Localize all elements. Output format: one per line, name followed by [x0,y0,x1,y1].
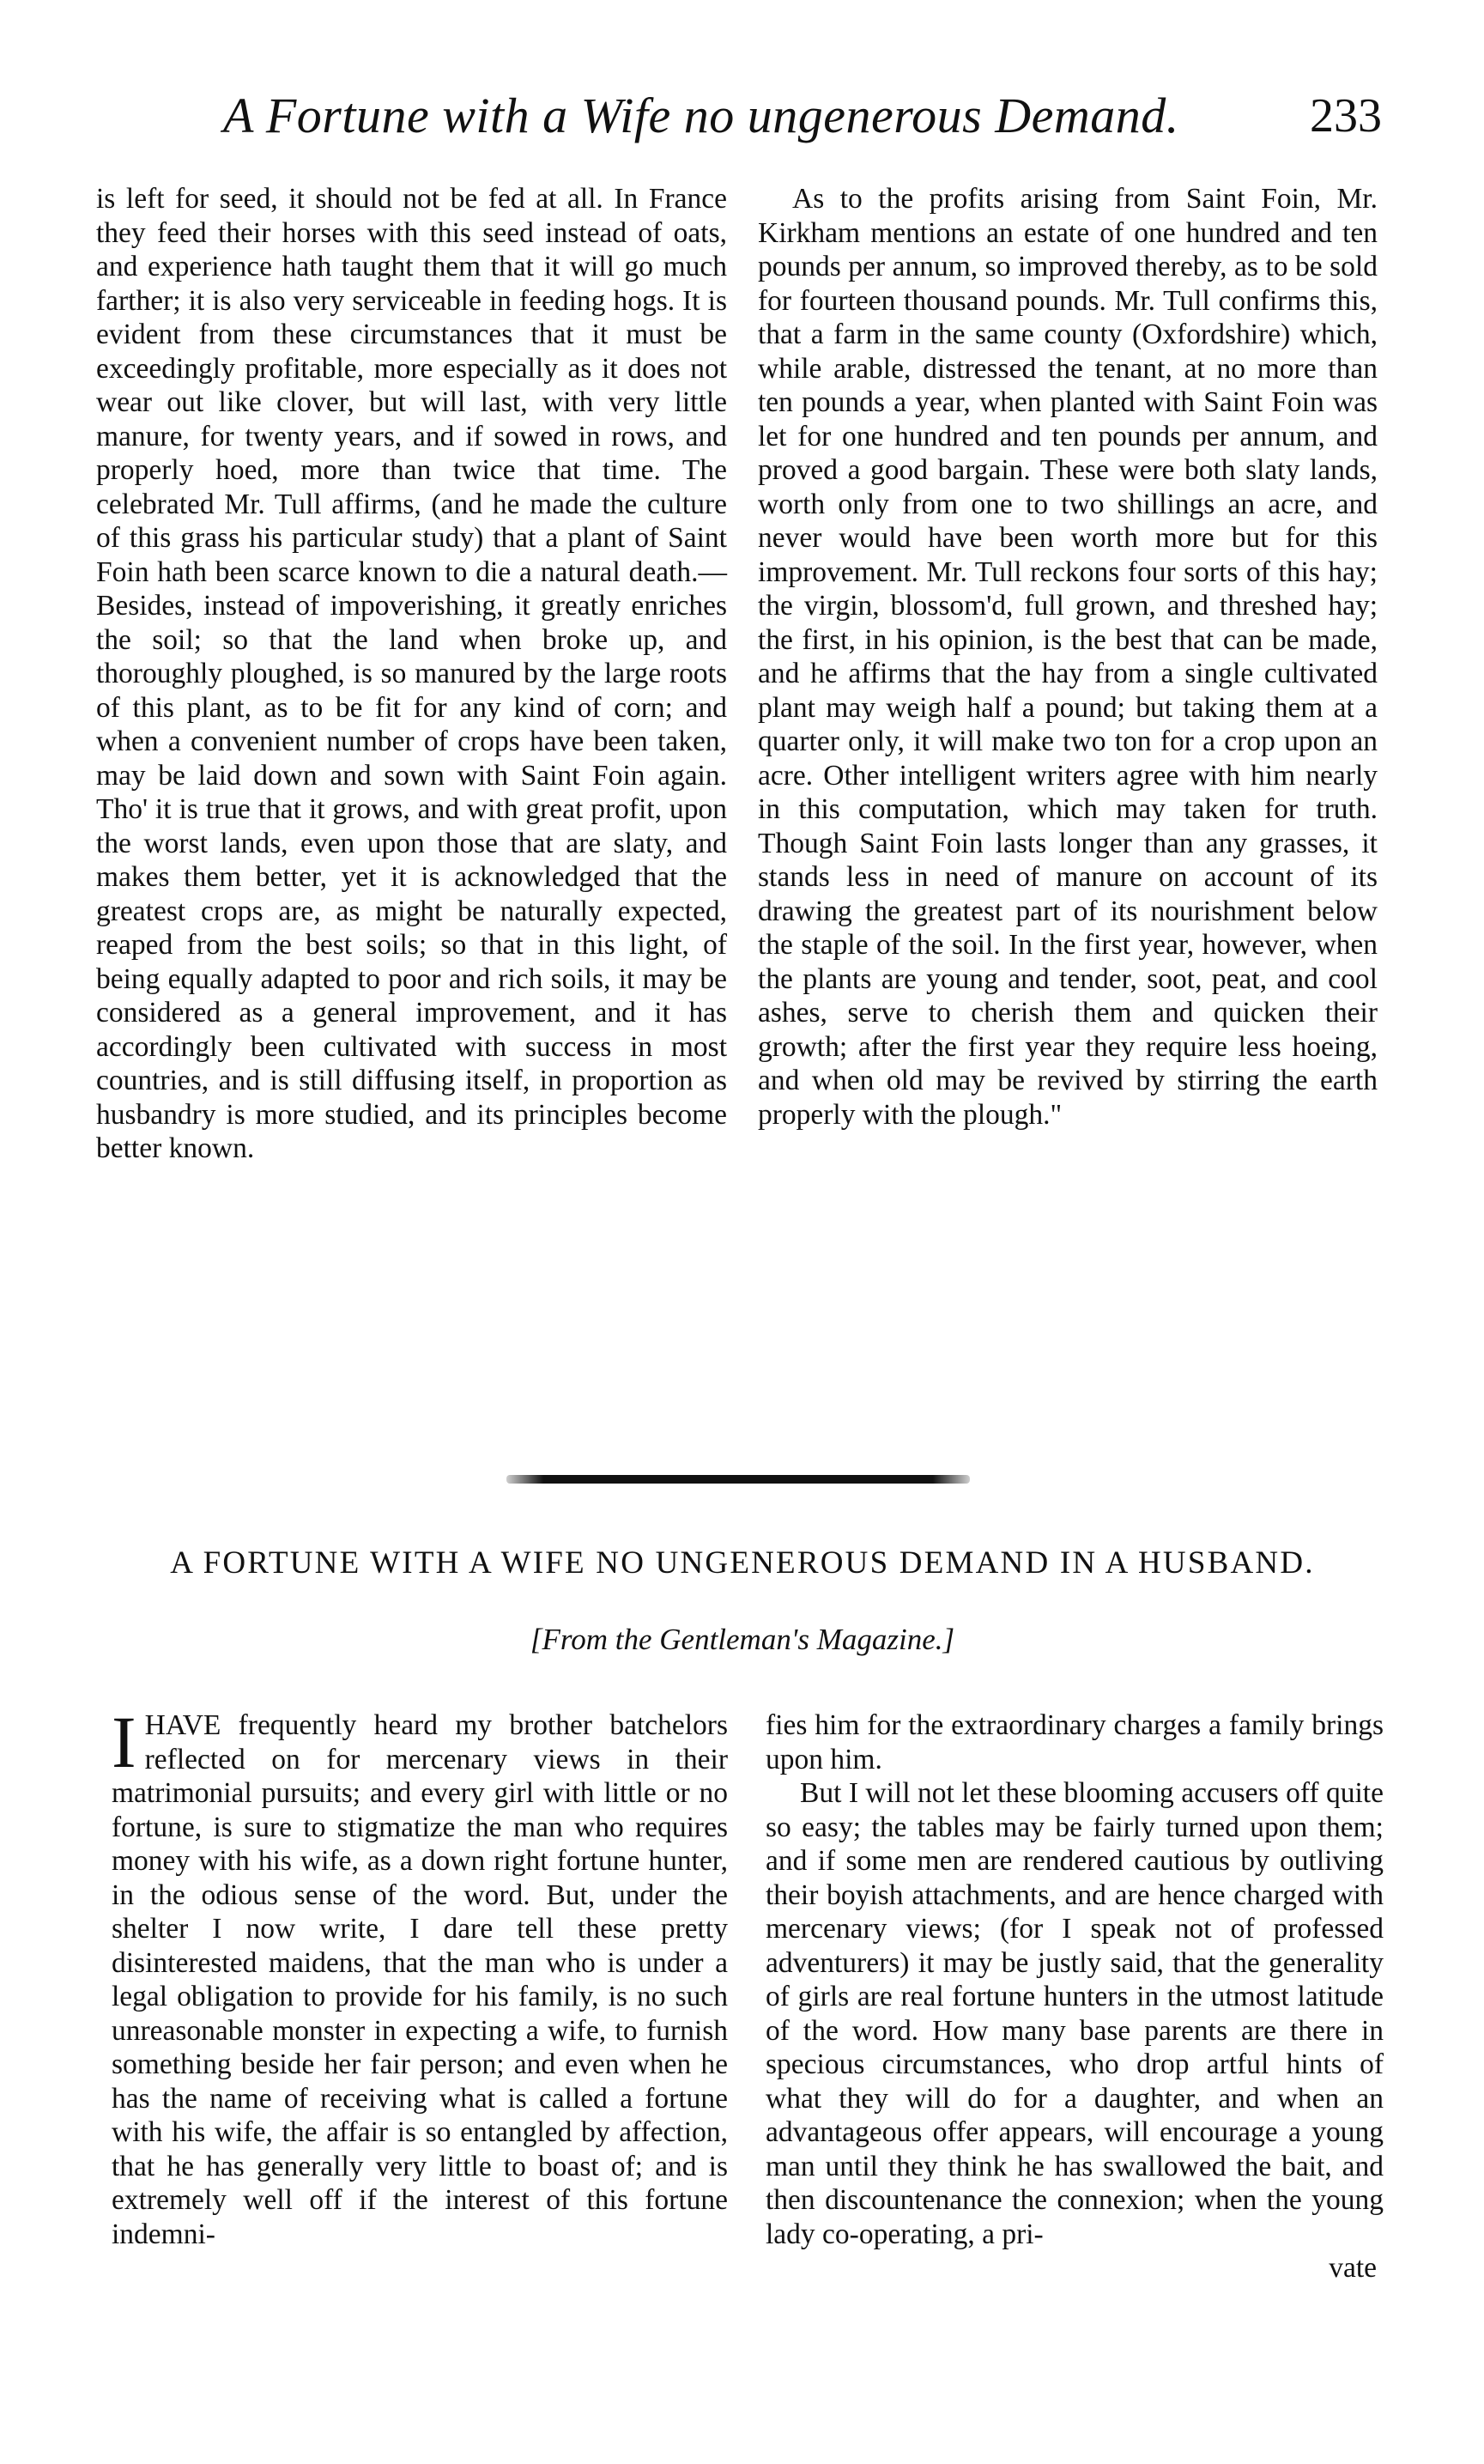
drop-cap: I [112,1701,136,1783]
paragraph [112,1701,728,2251]
running-title: A Fortune with a Wife no ungenerous Demand. [223,88,1179,143]
catchword: vate [1329,2252,1377,2284]
paragraph: As to the profits arising from Saint Foin, Mr. Kirkham mentions an estate of one hundred and ten pounds per annum, so improved thereby, as to be sold for fourteen thousand pounds. Mr. Tull confirms this, that a farm in the same county (Oxfordshire) which, while arable, distressed the tenant, at no more than ten pounds a year, when planted with Saint Foin was let for one hundred and ten pounds per annum, and proved a good bargain. These were both slaty lands, worth only from one to two shillings an acre, and never would have been worth more but for this improvement. Mr. Tull reckons four sorts of this hay; the virgin, blossom'd, full grown, and threshed hay; the first, in his opinion, is the best that can be made, and he affirms that the hay from a single cultivated plant may weigh half a pound; but taking them at a quarter only, it will make two ton for a crop upon an acre. Other intelligent writers agree with him nearly in this computation, which may taken for truth. Though Saint Foin lasts longer than any grasses, it stands less in need of manure on account of its drawing the greatest part of its nourishment below the staple of the soil. In the first year, however, when the plants are young and tender, soot, peat, and cool ashes, serve to cherish them and quicken their growth; after the first year they require less hoeing, and when old may be revived by stirring the earth properly with the plough." [758,183,1378,1131]
column-top-right [758,182,1378,1132]
page-number: 233 [1310,89,1382,143]
ornamental-rule [506,1475,970,1484]
paragraph: is left for seed, it should not be fed at all. In France they feed their horses with this seed instead of oats, and experience hath taught them that it will go much farther; it is also very serviceable in feeding hogs. It is evident from these circumstances that it must be exceedingly profitable, more especially as it does not wear out like clover, but will last, with very little manure, for twenty years, and if sowed in rows, and properly hoed, more than twice that time. The celebrated Mr. Tull affirms, (and he made the culture of this grass his particular study) that a plant of Saint Foin hath been scarce known to die a natural death.—Besides, instead of impoverishing, it greatly enriches the soil; so that the land when broke up, and thoroughly ploughed, is so manured by the large roots of this plant, as to be fit for any kind of corn; and when a convenient number of crops have been taken, may be laid down and sown with Saint Foin again. Tho' it is true that it grows, and with great profit, upon the worst lands, even upon those that are slaty, and makes them better, yet it is acknowledged that the greatest crops are, as might be naturally expected, reaped from the best soils; so that in this light, of being equally adapted to poor and rich soils, it may be considered as a general improvement, and it has accordingly been cultivated with success in most countries, and is still diffusing itself, in proportion as husbandry is more studied, and its principles become better known. [96,183,727,1164]
column-bottom-right [766,1708,1384,2285]
column-top-left [96,182,727,1166]
running-head [215,86,1382,146]
article-title: A FORTUNE WITH A WIFE NO UNGENEROUS DEMAND IN A HUSBAND. [170,1545,1315,1581]
paragraph: fies him for the extraordinary charges a family brings upon him. [766,1709,1384,1775]
column-bottom-left [112,1701,728,2251]
source-line: [From the Gentleman's Magazine.] [530,1623,955,1656]
paragraph-text: HAVE frequently heard my brother batchelors reflected on for mercenary views in their matrimonial pursuits; and every girl with little or no fortune, is sure to stigmatize the man who requires money with his wife, as a down right fortune hunter, in the odious sense of the word. But, under the shelter I now write, I dare tell these pretty disinterested maidens, that the man who is under a legal obligation to provide for his family, is no such unreasonable monster in expecting a wife, to furnish something beside her fair person; and even when he has the name of receiving what is called a fortune with his wife, the affair is so entangled by affection, that he has generally very little to boast of; and is extremely well off if the interest of this fortune indemni- [112,1709,728,2250]
paragraph: But I will not let these blooming accusers off quite so easy; the tables may be fairly turned upon them; and if some men are rendered cautious by outliving their boyish attachments, and are hence charged with mercenary views; (for I speak not of professed adventurers) it may be justly said, that the generality of girls are real fortune hunters in the utmost latitude of the word. How many base parents are there in specious circumstances, who drop artful hints of what they will do for a daughter, and when an advantageous offer appears, will encourage a young man until they think he has swallowed the bait, and then discountenance the connexion; when the young lady co-operating, a pri- [766,1777,1384,2250]
